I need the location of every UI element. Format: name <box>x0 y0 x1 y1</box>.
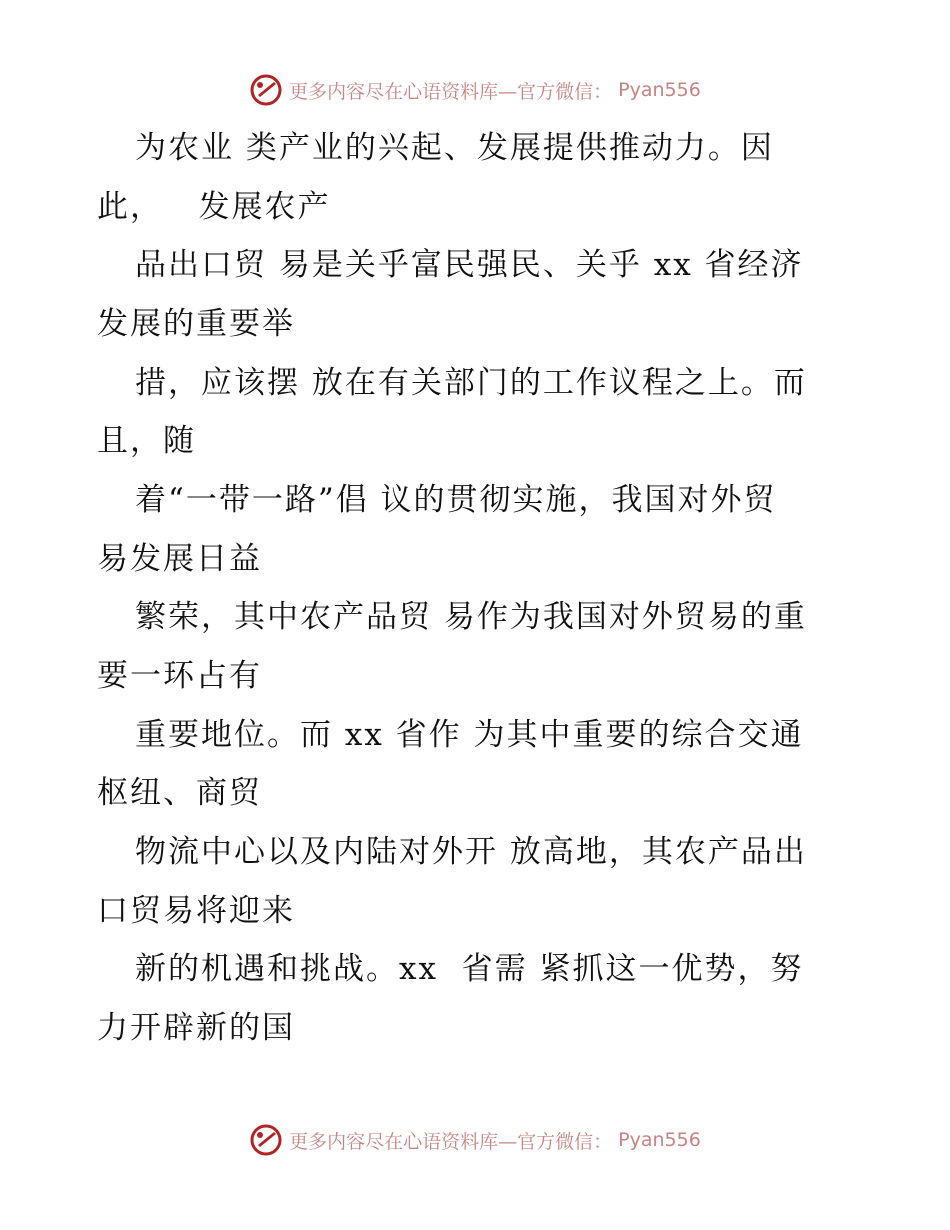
body-line: 此， 发展农产 <box>97 189 331 225</box>
body-line: 措，应该摆 放在有关部门的工作议程之上。而 <box>135 365 807 401</box>
body-line: 易发展日益 <box>97 541 262 577</box>
body-line: 繁荣，其中农产品贸 易作为我国对外贸易的重 <box>135 599 807 635</box>
body-line: 发展的重要举 <box>97 306 295 342</box>
body-line: 着“一带一路”倡 议的贯彻实施，我国对外贸 <box>135 482 777 518</box>
body-line: 重要地位。而 xx 省作 为其中重要的综合交通 <box>135 717 804 753</box>
header-banner-id: Pyan556 <box>618 79 701 101</box>
body-line: 要一环占有 <box>97 658 262 694</box>
body-line: 口贸易将迎来 <box>97 893 295 929</box>
header-banner-text: 更多内容尽在心语资料库—官方微信： <box>289 80 613 103</box>
body-line: 品出口贸 易是关乎富民强民、关乎 xx 省经济 <box>135 247 804 283</box>
header-banner <box>0 70 950 110</box>
body-line: 为农业 类产业的兴起、发展提供推动力。因 <box>135 130 774 166</box>
body-line: 新的机遇和挑战。xx 省需 紧抓这一优势，努 <box>135 951 804 987</box>
footer-banner <box>0 1120 950 1160</box>
body-line: 枢纽、商贸 <box>97 775 262 811</box>
body-line: 且，随 <box>97 423 196 459</box>
brand-logo-icon <box>249 73 283 107</box>
footer-banner-text: 更多内容尽在心语资料库—官方微信： <box>289 1130 613 1153</box>
footer-banner-id: Pyan556 <box>618 1129 701 1151</box>
body-line: 物流中心以及内陆对外开 放高地，其农产品出 <box>135 834 807 870</box>
brand-logo-icon <box>249 1123 283 1157</box>
body-line: 力开辟新的国 <box>97 1010 295 1046</box>
